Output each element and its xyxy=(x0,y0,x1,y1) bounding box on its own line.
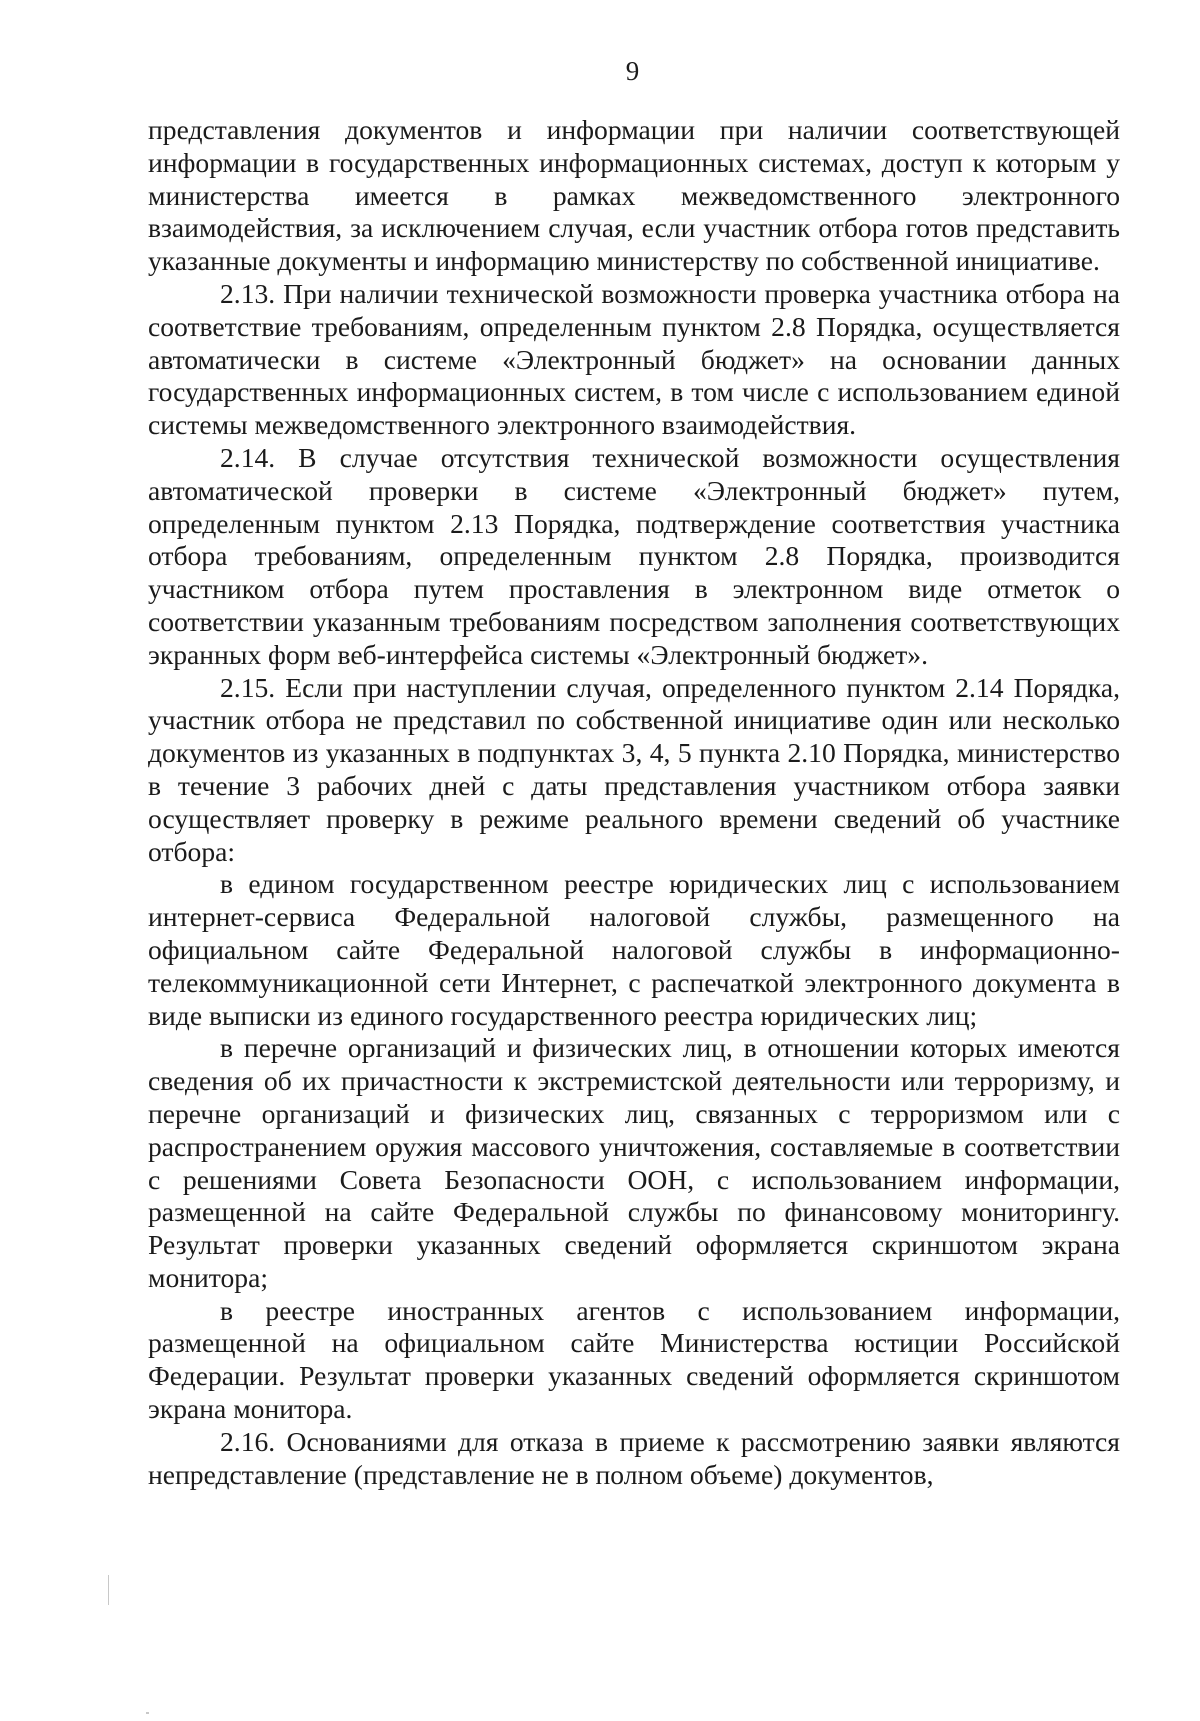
scan-mark-bottom-left xyxy=(146,1712,149,1714)
paragraph-foreign-agents-check: в реестре иностранных агентов с использованием информации, размещенной на официальном сайте Министерства юстиции Российской Федерации. Результат проверки указанных сведений оформляется скриншотом экрана монитора. xyxy=(148,1294,1120,1425)
paragraph-2-14: 2.14. В случае отсутствия технической возможности осуществления автоматической проверки в системе «Электронный бюджет» путем, определенным пунктом 2.13 Порядка, подтверждение соответствия участника отбора требованиям, определенным пунктом 2.8 Порядка, производится участником отбора путем проставления в электронном виде отметок о соответствии указанным требованиям посредством заполнения соответствующих экранных форм веб-интерфейса системы «Электронный бюджет». xyxy=(148,441,1120,670)
paragraph-egrul-check: в едином государственном реестре юридических лиц с использованием интернет-сервиса Федеральной налоговой службы, размещенного на официальном сайте Федеральной налоговой службы в информационно-телекоммуникационной сети Интернет, с распечаткой электронного документа в виде выписки из единого государственного реестра юридических лиц; xyxy=(148,868,1120,1031)
document-body xyxy=(148,114,1120,1491)
paragraph-continuation: представления документов и информации при наличии соответствующей информации в государственных информационных системах, доступ к которым у министерства имеется в рамках межведомственного электронного взаимодействия, за исключением случая, если участник отбора готов представить указанные документы и информацию министерству по собственной инициативе. xyxy=(148,114,1120,277)
paragraph-2-15: 2.15. Если при наступлении случая, определенного пунктом 2.14 Порядка, участник отбора не представил по собственной инициативе один или несколько документов из указанных в подпунктах 3, 4, 5 пункта 2.10 Порядка, министерство в течение 3 рабочих дней с даты представления участником отбора заявки осуществляет проверку в режиме реального времени сведений об участнике отбора: xyxy=(148,671,1120,867)
paragraph-2-16: 2.16. Основаниями для отказа в приеме к рассмотрению заявки являются непредставление (представление не в полном объеме) документов, xyxy=(148,1425,1120,1490)
page-number: 9 xyxy=(625,56,640,86)
scan-mark-left-edge xyxy=(108,1575,109,1605)
paragraph-terrorism-list-check: в перечне организаций и физических лиц, в отношении которых имеются сведения об их причастности к экстремистской деятельности или терроризму, и перечне организаций и физических лиц, связанных с терроризмом или с распространением оружия массового уничтожения, составляемые в соответствии с решениями Совета Безопасности ООН, с использованием информации, размещенной на сайте Федеральной службы по финансовому мониторингу. Результат проверки указанных сведений оформляется скриншотом экрана монитора; xyxy=(148,1032,1120,1293)
paragraph-2-13: 2.13. При наличии технической возможности проверка участника отбора на соответствие требованиям, определенным пунктом 2.8 Порядка, осуществляется автоматически в системе «Электронный бюджет» на основании данных государственных информационных систем, в том числе с использованием единой системы межведомственного электронного взаимодействия. xyxy=(148,277,1120,441)
